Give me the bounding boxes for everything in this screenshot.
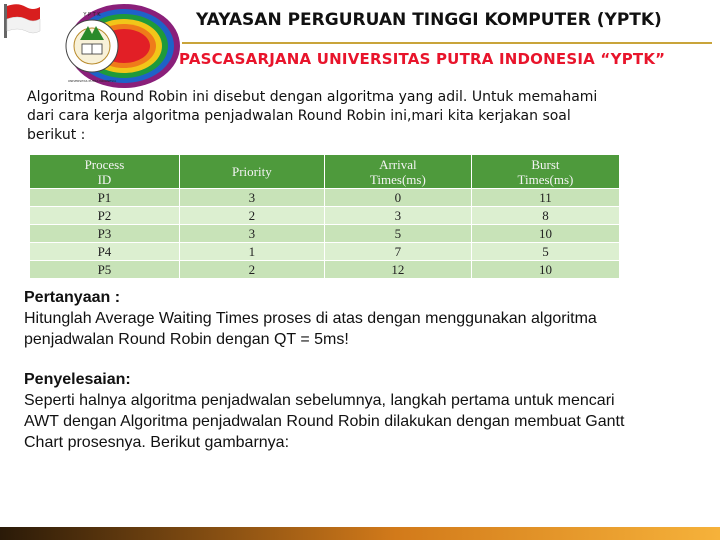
table-row [30, 207, 620, 225]
process-table [30, 155, 620, 278]
cell-burst: 11 [471, 189, 619, 207]
cell-burst: 5 [471, 243, 619, 261]
footer-bar [0, 527, 720, 540]
header-burst-times: Burst Times(ms) [471, 155, 619, 189]
cell-process-id: P3 [30, 225, 179, 243]
logo-text-top: Y P T K [83, 12, 101, 18]
cell-priority: 3 [179, 189, 324, 207]
table-row [30, 189, 620, 207]
question-line: penjadwalan Round Robin dengan QT = 5ms! [24, 331, 349, 348]
cell-burst: 10 [471, 225, 619, 243]
page-title: YAYASAN PERGURUAN TINGGI KOMPUTER (YPTK) [196, 10, 662, 30]
header-priority: Priority [179, 155, 324, 189]
solution-heading: Penyelesaian: [24, 371, 131, 388]
cell-arrival: 0 [324, 189, 471, 207]
intro-line: dari cara kerja algoritma penjadwalan Round Robin ini,mari kita kerjakan soal [27, 108, 571, 124]
intro-paragraph [27, 88, 697, 145]
solution-line: AWT dengan Algoritma penjadwalan Round Robin dilakukan dengan membuat Gantt [24, 413, 625, 430]
table-row [30, 225, 620, 243]
solution-line: Seperti halnya algoritma penjadwalan sebelumnya, langkah pertama untuk mencari [24, 392, 615, 409]
cell-burst: 10 [471, 261, 619, 279]
cell-process-id: P1 [30, 189, 179, 207]
cell-arrival: 5 [324, 225, 471, 243]
cell-priority: 1 [179, 243, 324, 261]
yptk-logo-icon [62, 2, 180, 90]
page-subtitle: PASCASARJANA UNIVERSITAS PUTRA INDONESIA “YPTK” [179, 50, 666, 68]
flag-icon [0, 0, 42, 38]
title-divider [182, 42, 712, 44]
table-row [30, 261, 620, 279]
table-row [30, 243, 620, 261]
cell-process-id: P2 [30, 207, 179, 225]
table-header-row [30, 155, 620, 189]
cell-priority: 2 [179, 207, 324, 225]
intro-line: berikut : [27, 127, 86, 143]
question-section [24, 287, 704, 350]
header-arrival-times: Arrival Times(ms) [324, 155, 471, 189]
intro-line: Algoritma Round Robin ini disebut dengan algoritma yang adil. Untuk memahami [27, 89, 598, 105]
cell-arrival: 12 [324, 261, 471, 279]
logo-text-bottom: UNIVERSITAS PUTRA INDONESIA [67, 79, 117, 83]
cell-priority: 2 [179, 261, 324, 279]
cell-burst: 8 [471, 207, 619, 225]
cell-arrival: 7 [324, 243, 471, 261]
header-process-id: Process ID [30, 155, 179, 189]
cell-arrival: 3 [324, 207, 471, 225]
solution-line: Chart prosesnya. Berikut gambarnya: [24, 434, 290, 451]
question-line: Hitunglah Average Waiting Times proses di atas dengan menggunakan algoritma [24, 310, 597, 327]
question-heading: Pertanyaan : [24, 289, 121, 306]
cell-process-id: P4 [30, 243, 179, 261]
cell-priority: 3 [179, 225, 324, 243]
solution-section [24, 369, 714, 453]
cell-process-id: P5 [30, 261, 179, 279]
